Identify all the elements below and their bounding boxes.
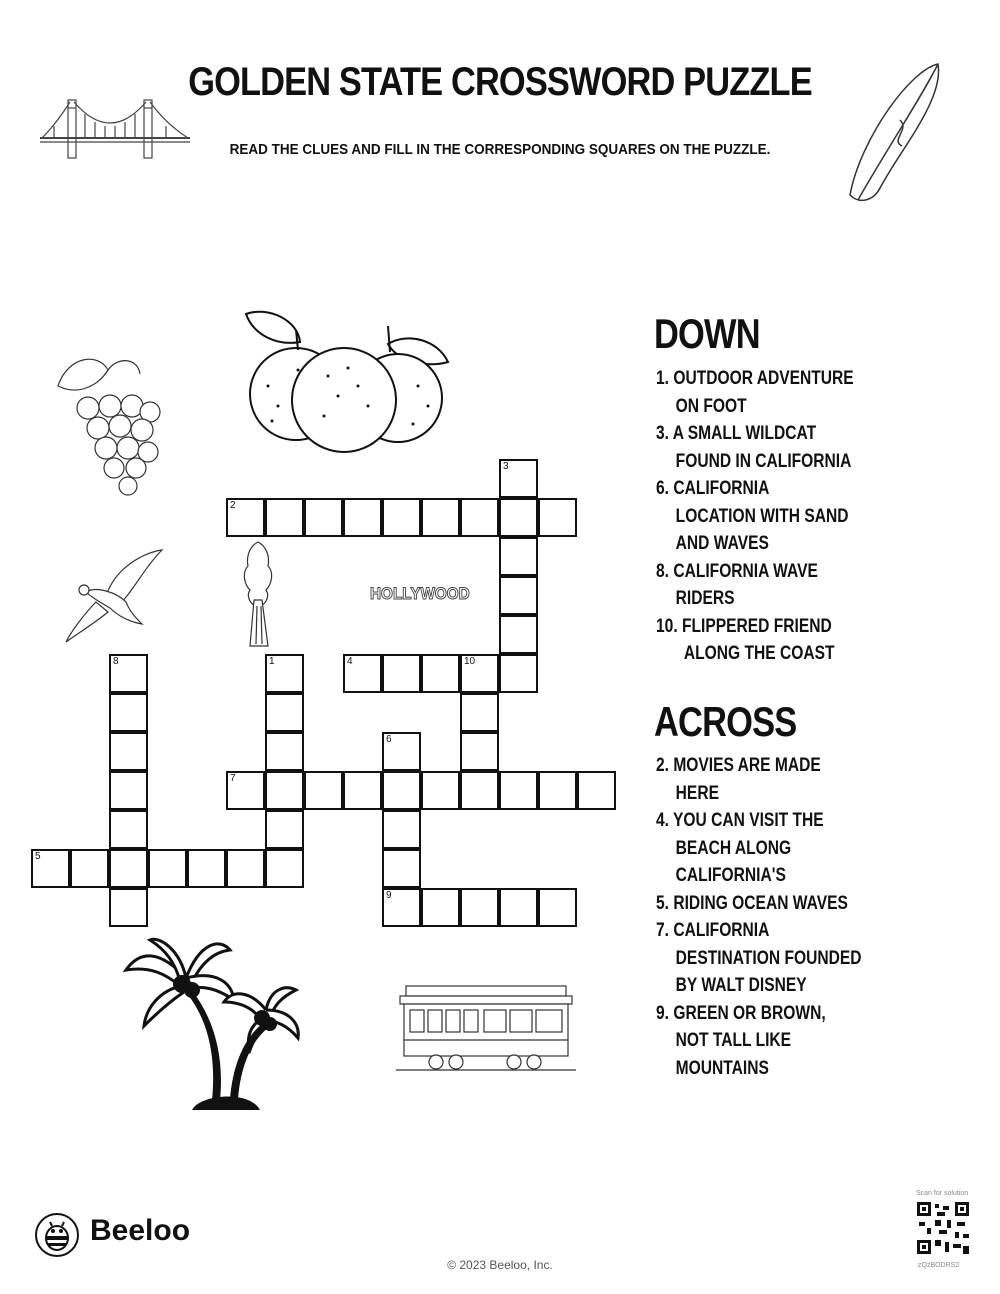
clue-text: BEACH ALONG xyxy=(675,837,792,859)
qr-label: Scan for solution xyxy=(916,1190,969,1197)
clue-text: A SMALL WILDCAT xyxy=(672,423,817,444)
clue-text: HERE xyxy=(675,782,719,804)
clue-text: ALONG THE COAST xyxy=(683,643,835,664)
crossword-cell[interactable] xyxy=(265,693,304,732)
clue-text: LOCATION WITH SAND xyxy=(675,505,849,527)
crossword-cell[interactable] xyxy=(148,849,187,888)
palm-trees-icon xyxy=(120,930,305,1110)
crossword-cell[interactable] xyxy=(304,498,343,537)
crossword-cell[interactable] xyxy=(499,654,538,693)
down-clue-line xyxy=(656,530,886,558)
grapes-icon xyxy=(48,346,168,496)
across-clue-line xyxy=(656,972,886,1000)
crossword-cell[interactable] xyxy=(538,771,577,810)
across-clue-line xyxy=(656,890,886,918)
crossword-cell[interactable] xyxy=(460,771,499,810)
clue-text: RIDING OCEAN WAVES xyxy=(673,892,848,914)
crossword-cell[interactable] xyxy=(109,654,148,693)
down-heading: DOWN xyxy=(654,310,760,357)
across-clue-line xyxy=(656,752,886,780)
clue-number: 3 xyxy=(503,461,509,472)
crossword-cell[interactable] xyxy=(460,888,499,927)
down-clues xyxy=(656,365,936,668)
clue-text: CALIFORNIA xyxy=(673,478,770,499)
crossword-cell[interactable] xyxy=(499,615,538,654)
clue-number: 5. xyxy=(656,892,674,914)
clue-text: FLIPPERED FRIEND xyxy=(681,615,832,637)
down-clue-line xyxy=(656,448,886,476)
down-clue-line xyxy=(656,393,886,421)
crossword-cell[interactable] xyxy=(109,888,148,927)
crossword-cell[interactable] xyxy=(538,888,577,927)
copyright: © 2023 Beeloo, Inc. xyxy=(447,1258,553,1272)
down-clue-line xyxy=(656,475,886,503)
crossword-cell[interactable] xyxy=(226,771,265,810)
crossword-cell[interactable] xyxy=(499,771,538,810)
clue-text: ON FOOT xyxy=(675,395,747,417)
across-clue-line xyxy=(656,945,886,973)
down-clue-line xyxy=(656,585,886,613)
crossword-cell[interactable] xyxy=(343,498,382,537)
golden-gate-bridge-icon xyxy=(40,94,190,164)
down-clue-line xyxy=(656,640,886,668)
crossword-cell[interactable] xyxy=(577,771,616,810)
hollywood-sign: HOLLYWOOD xyxy=(370,584,470,603)
crossword-cell[interactable] xyxy=(109,810,148,849)
down-clue-line xyxy=(656,420,886,448)
crossword-cell[interactable] xyxy=(538,498,577,537)
across-clues xyxy=(656,752,936,1082)
crossword-cell[interactable] xyxy=(460,693,499,732)
redwood-tree-icon xyxy=(240,540,276,650)
crossword-cell[interactable] xyxy=(31,849,70,888)
crossword-cell[interactable] xyxy=(499,459,538,498)
crossword-cell[interactable] xyxy=(382,849,421,888)
crossword-cell[interactable] xyxy=(226,498,265,537)
crossword-cell[interactable] xyxy=(421,654,460,693)
clue-number: 6 xyxy=(386,734,392,745)
crossword-cell[interactable] xyxy=(70,849,109,888)
clue-number: 9 xyxy=(386,890,392,901)
clue-number: 7 xyxy=(230,773,236,784)
across-clue-line xyxy=(656,1027,886,1055)
clue-number: 10 xyxy=(464,656,476,667)
page-title: GOLDEN STATE CROSSWORD PUZZLE xyxy=(188,60,812,104)
clue-text: NOT TALL LIKE xyxy=(675,1030,792,1051)
clue-text: RIDERS xyxy=(675,588,735,609)
crossword-cell[interactable] xyxy=(304,771,343,810)
down-clue-line xyxy=(656,613,886,641)
crossword-cell[interactable] xyxy=(226,849,265,888)
clue-text: CALIFORNIA WAVE xyxy=(673,560,818,582)
crossword-cell[interactable] xyxy=(265,498,304,537)
across-clue-line xyxy=(656,1055,886,1083)
eagle-icon xyxy=(56,546,166,646)
clue-text: BY WALT DISNEY xyxy=(675,975,807,996)
crossword-cell[interactable] xyxy=(382,732,421,771)
crossword-cell[interactable] xyxy=(265,810,304,849)
crossword-cell[interactable] xyxy=(421,498,460,537)
crossword-cell[interactable] xyxy=(265,654,304,693)
clue-number: 2. xyxy=(656,755,674,776)
crossword-cell[interactable] xyxy=(499,498,538,537)
bee-logo-icon xyxy=(34,1212,80,1258)
crossword-cell[interactable] xyxy=(343,654,382,693)
down-clue-line xyxy=(656,503,886,531)
clue-number: 3. xyxy=(656,423,673,444)
qr-code-id: zQzBODRS2 xyxy=(918,1262,960,1269)
clue-number: 4. xyxy=(656,810,674,831)
down-clue-line xyxy=(656,558,886,586)
crossword-cell[interactable] xyxy=(109,849,148,888)
crossword-cell[interactable] xyxy=(265,732,304,771)
across-clue-line xyxy=(656,780,886,808)
clue-text: OUTDOOR ADVENTURE xyxy=(673,368,854,389)
clue-text: AND WAVES xyxy=(675,533,769,554)
clue-text: CALIFORNIA'S xyxy=(675,865,786,886)
instructions: READ THE CLUES AND FILL IN THE CORRESPONDING SQUARES ON THE PUZZLE. xyxy=(229,141,771,158)
clue-number: 2 xyxy=(230,500,236,511)
clue-text: MOUNTAINS xyxy=(675,1057,769,1079)
clue-number: 5 xyxy=(35,851,41,862)
clue-number: 9. xyxy=(656,1002,674,1024)
crossword-cell[interactable] xyxy=(382,888,421,927)
crossword-cell[interactable] xyxy=(382,810,421,849)
qr-code-icon[interactable] xyxy=(917,1202,969,1254)
clue-number: 8 xyxy=(113,656,119,667)
across-clue-line xyxy=(656,917,886,945)
crossword-cell[interactable] xyxy=(382,654,421,693)
clue-number: 6. xyxy=(656,478,674,499)
crossword-cell[interactable] xyxy=(382,498,421,537)
crossword-cell[interactable] xyxy=(460,498,499,537)
clue-text: GREEN OR BROWN, xyxy=(673,1002,826,1024)
surfboard-icon xyxy=(840,60,950,210)
clue-number: 7. xyxy=(656,920,674,941)
clue-text: MOVIES ARE MADE xyxy=(673,755,821,776)
crossword-cell[interactable] xyxy=(109,732,148,771)
clue-number: 4 xyxy=(347,656,353,667)
crossword-cell[interactable] xyxy=(460,732,499,771)
down-clue-line xyxy=(656,365,886,393)
brand-name: Beeloo xyxy=(90,1214,191,1247)
crossword-cell[interactable] xyxy=(343,771,382,810)
across-clue-line xyxy=(656,835,886,863)
clue-number: 1. xyxy=(656,368,674,389)
crossword-cell[interactable] xyxy=(421,888,460,927)
crossword-cell[interactable] xyxy=(382,771,421,810)
crossword-cell[interactable] xyxy=(499,537,538,576)
crossword-cell[interactable] xyxy=(109,693,148,732)
crossword-cell[interactable] xyxy=(499,576,538,615)
across-clue-line xyxy=(656,1000,886,1028)
clue-text: DESTINATION FOUNDED xyxy=(675,947,862,969)
clue-text: FOUND IN CALIFORNIA xyxy=(675,450,852,472)
crossword-cell[interactable] xyxy=(421,771,460,810)
crossword-cell[interactable] xyxy=(265,771,304,810)
across-clue-line xyxy=(656,862,886,890)
cable-car-icon xyxy=(396,980,576,1075)
across-heading: ACROSS xyxy=(654,698,797,745)
clue-number: 8. xyxy=(656,560,674,582)
crossword-cell[interactable] xyxy=(499,888,538,927)
crossword-cell[interactable] xyxy=(109,771,148,810)
oranges-icon xyxy=(238,306,453,456)
across-clue-line xyxy=(656,807,886,835)
clue-number: 1 xyxy=(269,656,275,667)
clue-text: YOU CAN VISIT THE xyxy=(673,810,824,831)
crossword-cell[interactable] xyxy=(460,654,499,693)
clue-number: 10. xyxy=(656,615,682,637)
clue-text: CALIFORNIA xyxy=(673,920,770,941)
crossword-cell[interactable] xyxy=(265,849,304,888)
crossword-cell[interactable] xyxy=(187,849,226,888)
